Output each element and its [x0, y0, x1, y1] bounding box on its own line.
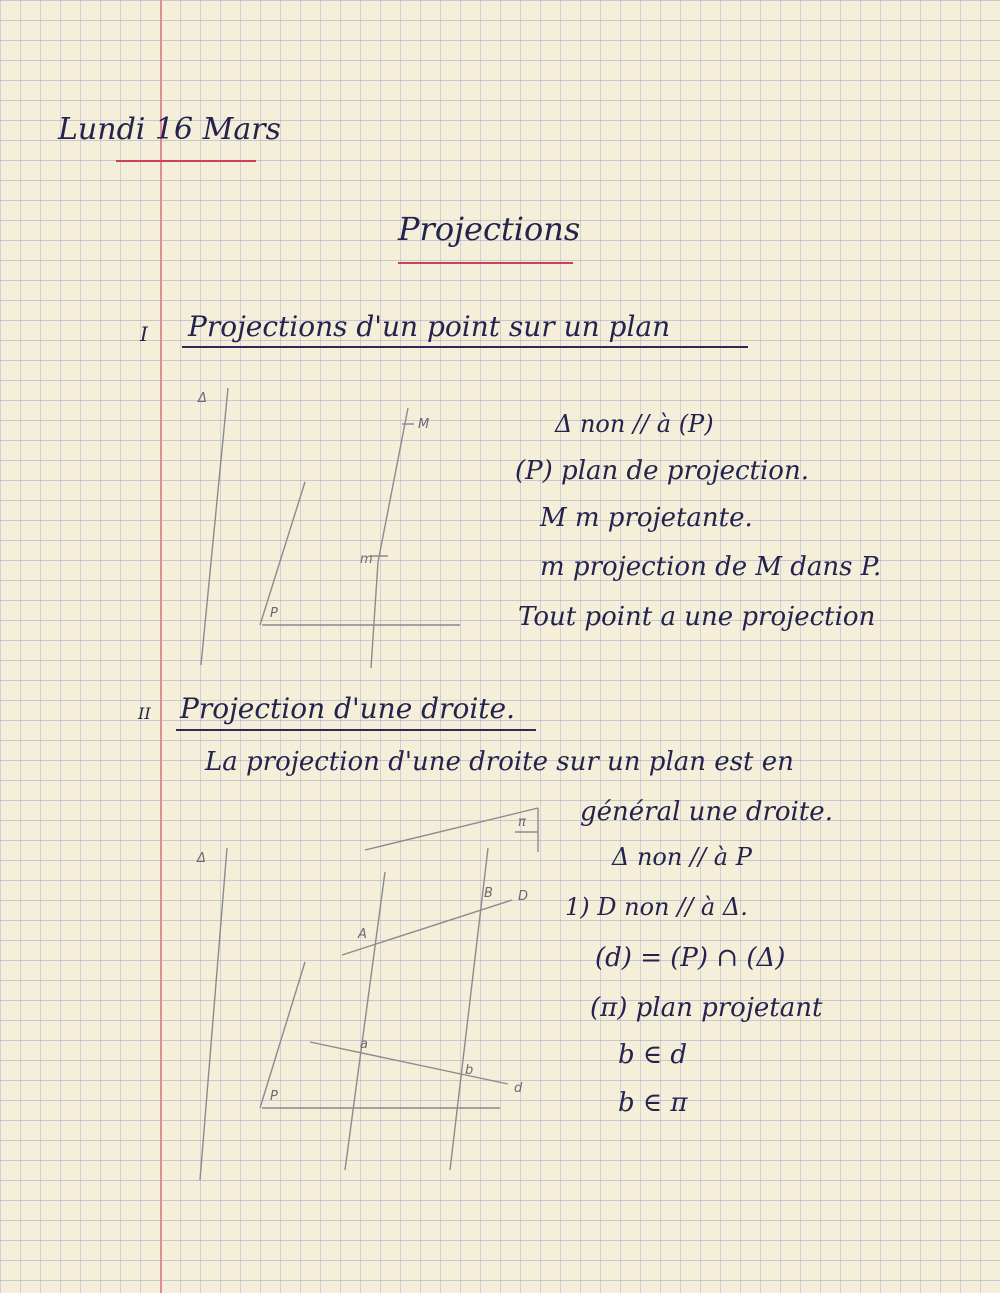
fig1-label-delta: Δ — [198, 391, 207, 406]
section2-note-1: Δ non // à P — [612, 843, 752, 871]
fig2-pi-top — [365, 808, 538, 850]
section2-note-6: b ∈ π — [618, 1088, 688, 1118]
section2-intro-line2: général une droite. — [580, 797, 833, 827]
fig2-proj-B — [450, 848, 488, 1170]
section1-note-1: Δ non // à (P) — [555, 410, 714, 438]
fig2-label-b: b — [465, 1063, 474, 1078]
fig2-label-d: d — [514, 1081, 523, 1096]
fig2-label-B: B — [484, 886, 493, 901]
fig2-delta-line — [200, 848, 227, 1180]
section2-intro-line1: La projection d'une droite sur un plan est en — [205, 747, 794, 777]
date-heading: Lundi 16 Mars — [58, 112, 281, 147]
fig2-label-delta: Δ — [197, 851, 206, 866]
section1-note-4: m projection de M dans P. — [540, 552, 882, 582]
fig1-label-M: M — [418, 417, 430, 432]
fig2-D-line — [342, 900, 512, 955]
fig2-d-line — [310, 1042, 508, 1084]
fig1-label-m: m — [360, 552, 373, 567]
section1-note-3: M m projetante. — [540, 503, 753, 533]
fig2-label-D: D — [518, 889, 529, 904]
section2-note-5: b ∈ d — [618, 1040, 688, 1070]
section1-heading: Projections d'un point sur un plan — [188, 310, 671, 343]
section1-note-2: (P) plan de projection. — [515, 456, 809, 486]
section2-note-4: (π) plan projetant — [590, 993, 823, 1023]
fig2-proj-A — [345, 872, 385, 1170]
fig2-label-pi: π — [518, 815, 526, 830]
fig2-label-a: a — [360, 1037, 368, 1052]
section2-note-3: (d) = (P) ∩ (Δ) — [595, 943, 786, 973]
section2-heading: Projection d'une droite. — [180, 692, 516, 725]
section1-note-5: Tout point a une projection — [518, 602, 876, 632]
fig2-label-P: P — [270, 1089, 278, 1104]
fig2-plane-edge — [260, 962, 305, 1108]
page-title: Projections — [398, 210, 581, 248]
fig1-label-P: P — [270, 606, 278, 621]
section2-numeral: II — [138, 704, 151, 723]
section1-numeral: I — [140, 322, 148, 346]
section2-note-2: 1) D non // à Δ. — [565, 893, 748, 921]
fig2-label-A: A — [358, 927, 367, 942]
